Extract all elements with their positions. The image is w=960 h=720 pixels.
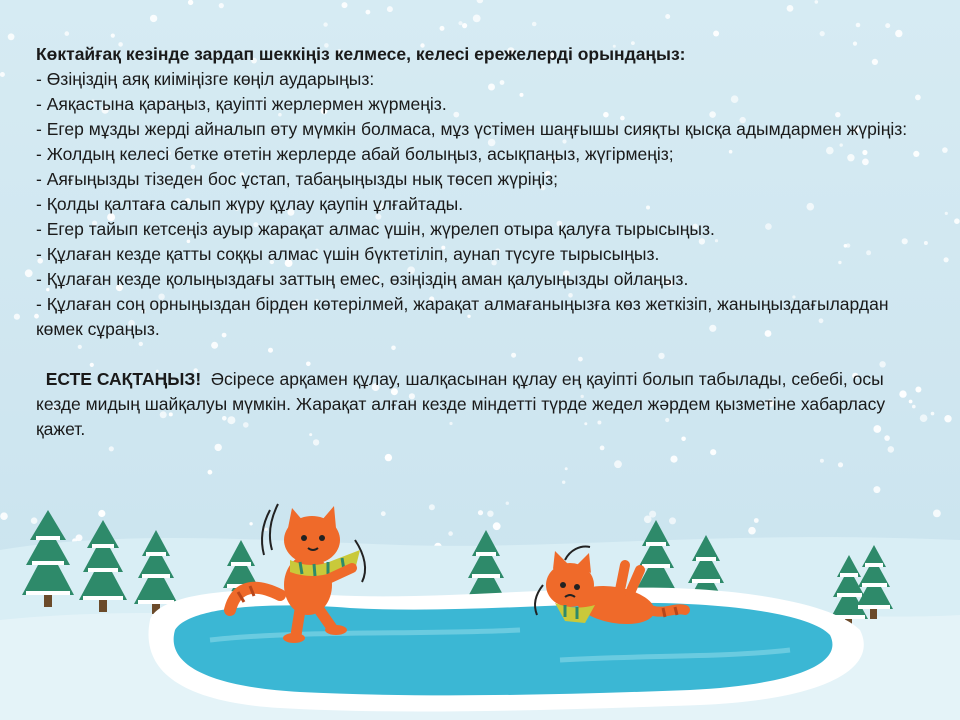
rule-item: - Қолды қалтаға салып жүру құлау қаупін ұлғайтады. <box>36 194 464 214</box>
snowflake <box>838 462 843 467</box>
snowflake <box>614 460 622 468</box>
rule-item: - Жолдың келесі бетке өтетін жерлерде абай болыңыз, асықпаңыз, жүгірмеңіз; <box>36 144 674 164</box>
reminder-paragraph <box>36 367 916 442</box>
snowflake <box>820 31 825 36</box>
snowflake <box>945 212 948 215</box>
snowflake <box>895 30 902 37</box>
snowflake <box>473 15 481 23</box>
snowflake <box>440 26 445 31</box>
snowflake <box>820 459 824 463</box>
snowflake <box>111 34 115 38</box>
snowflake <box>25 269 33 277</box>
snowflake <box>366 10 371 15</box>
rules-heading: Көктайғақ кезінде зардап шеккіңіз келмесе, келесі ережелерді орындаңыз: <box>36 44 686 64</box>
reminder-label: ЕСТЕ САҚТАҢЫЗ! <box>45 369 202 389</box>
winter-scene-illustration <box>0 470 960 720</box>
snowflake <box>150 15 157 22</box>
snowflake <box>944 415 951 422</box>
snowflake <box>188 0 193 5</box>
snowflake <box>944 257 949 262</box>
snowflake <box>219 3 224 8</box>
snowflake <box>65 31 70 36</box>
frozen-pond-icon <box>174 603 833 695</box>
rule-item: - Құлаған кезде қолыңыздағы заттың емес, өзіңіздің аман қалуыңызды ойлаңыз. <box>36 269 689 289</box>
snowflake <box>387 6 393 12</box>
snowflake <box>670 456 677 463</box>
snowflake <box>385 454 392 461</box>
snowflake <box>713 31 719 37</box>
snowflake <box>477 0 484 3</box>
snowflake <box>885 23 890 28</box>
reminder-text: Әсіресе арқамен құлау, шалқасынан құлау ең қауіпті болып табылады, себебі, осы кезде мидың шайқалуы мүмкін. Жарақат алған кезде міндетті түрде жедел жәрдем қызметіне хабарласу қажет. <box>36 369 886 439</box>
snowflake <box>954 218 960 224</box>
snowflake <box>931 412 935 416</box>
snowflake <box>915 387 921 393</box>
snowflake <box>342 2 348 8</box>
snowflake <box>815 0 819 4</box>
rule-item: - Өзіңіздің аяқ киіміңізге көңіл аударыңыз: <box>36 69 375 89</box>
snowflake <box>458 21 462 25</box>
snowflake <box>215 444 222 451</box>
snowflake <box>323 22 327 26</box>
rule-item: - Аяқастына қараңыз, қауіпті жерлермен жүрмеңіз. <box>36 94 447 114</box>
snowflake <box>462 23 467 28</box>
rule-item: - Құлаған кезде қатты соққы алмас үшін бүктетіліп, аунап түсуге тырысыңыз. <box>36 244 660 264</box>
snowflake <box>600 446 605 451</box>
snowflake <box>888 446 895 453</box>
snowflake <box>0 72 5 77</box>
snowflake <box>942 147 948 153</box>
snowflake <box>787 5 794 12</box>
rule-item: - Аяғыңызды тізеден бос ұстап, табаңыңызды нық төсеп жүріңіз; <box>36 169 559 189</box>
snowflake <box>532 22 537 27</box>
rule-item: - Құлаған соң орныңыздан бірден көтерілмей, жарақат алмағаныңызға көз жеткізіп, жаныңыздағылардан көмек сұраңыз. <box>36 294 889 339</box>
snowflake <box>8 33 15 40</box>
snowflake <box>856 23 861 28</box>
rule-item: - Егер мұзды жерді айналып өту мүмкін болмаса, мұз үстімен шаңғышы сияқты қысқа адымдармен жүріңіз: <box>36 119 908 139</box>
snowflake <box>665 14 670 19</box>
safety-rules-text <box>36 42 916 442</box>
snowflake <box>710 449 716 455</box>
snowflake <box>109 446 114 451</box>
rule-item: - Егер тайып кетсеңіз ауыр жарақат алмас үшін, жүрелеп отыра қалуға тырысыңыз. <box>36 219 715 239</box>
snowflake <box>14 314 20 320</box>
snowflake <box>924 241 928 245</box>
snowflake <box>920 414 928 422</box>
